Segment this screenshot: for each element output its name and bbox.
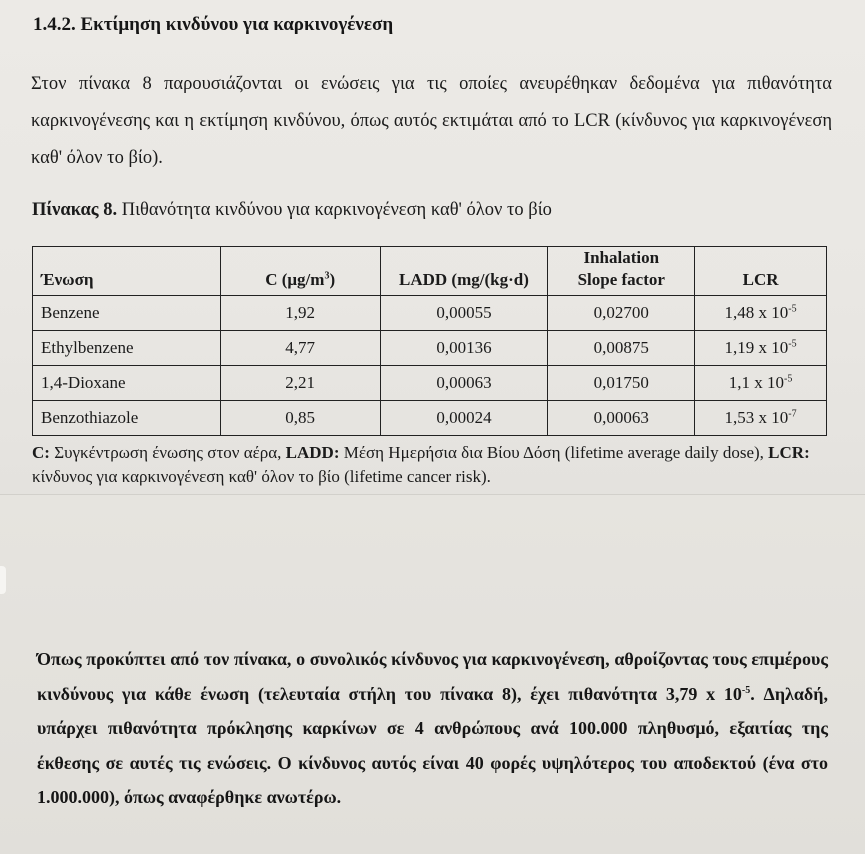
conclusion-part2: . Δηλαδή, υπάρχει πιθανότητα πρόκλησης καρκίνων σε 4 ανθρώπους ανά 100.000 πληθυσμό, εξαιτίας της έκθεσης σε αυτές τις ενώσεις. Ο κίνδυνος αυτός είναι 40 φορές υψηλότερος του αποδεκτού (ένα στο 1.000.000), όπως αναφέρθηκε ανωτέρω.	[37, 683, 828, 807]
cell-ladd: 0,00063	[380, 366, 548, 401]
table-row	[33, 401, 827, 436]
intro-paragraph: Στον πίνακα 8 παρουσιάζονται οι ενώσεις για τις οποίες ανευρέθηκαν δεδομένα για πιθανότητα καρκινογένεσης και η εκτίμηση κινδύνου, όπως αυτός εκτιμάται από το LCR (κίνδυνος για καρκινογένεση καθ' όλον το βίο).	[31, 74, 832, 168]
cell-lcr-base: 1,53 x 10	[724, 408, 789, 427]
conclusion-part1: Όπως προκύπτει από τον πίνακα, ο συνολικός κίνδυνος για καρκινογένεση, αθροίζοντας τους επιμέρους κινδύνους για κάθε ένωση (τελευταία στήλη του πίνακα 8), έχει πιθανότητα 3,79 x 10	[37, 649, 828, 704]
cell-slope: 0,01750	[548, 366, 695, 401]
note-c-label: C:	[32, 443, 50, 462]
cell-lcr	[695, 366, 827, 401]
cell-ladd: 0,00024	[380, 401, 548, 436]
section-heading: 1.4.2. Εκτίμηση κινδύνου για καρκινογένεση	[33, 14, 394, 35]
note-c-text: Συγκέντρωση ένωσης στον αέρα,	[49, 443, 286, 462]
cell-ladd: 0,00055	[380, 296, 548, 331]
table-caption-label: Πίνακας 8.	[32, 200, 118, 220]
cell-ladd: 0,00136	[380, 331, 548, 366]
header-lcr: LCR	[695, 247, 827, 296]
cell-slope: 0,02700	[548, 296, 695, 331]
cell-lcr-base: 1,48 x 10	[724, 303, 789, 322]
cell-lcr-base: 1,19 x 10	[724, 338, 789, 357]
table-row	[33, 296, 827, 331]
table-row	[33, 331, 827, 366]
page-edge-mark	[0, 566, 6, 594]
table-caption	[32, 200, 552, 221]
cell-lcr	[695, 296, 827, 331]
header-concentration-end: )	[329, 270, 336, 289]
header-compound: Ένωση	[33, 247, 221, 296]
cell-compound: 1,4-Dioxane	[33, 366, 221, 401]
conclusion-paragraph	[37, 642, 828, 815]
cell-concentration: 1,92	[220, 296, 380, 331]
table-note	[32, 441, 827, 489]
cell-concentration: 0,85	[220, 401, 380, 436]
cell-lcr-exp: -5	[788, 303, 797, 315]
cell-slope: 0,00063	[548, 401, 695, 436]
cell-lcr-exp: -5	[788, 338, 797, 350]
cell-compound: Benzene	[33, 296, 221, 331]
header-concentration-text: C (μg/m	[265, 270, 325, 289]
cell-concentration: 4,77	[220, 331, 380, 366]
header-concentration-exp: 3	[324, 270, 330, 282]
cell-lcr-base: 1,1 x 10	[728, 373, 785, 392]
note-ladd-text: Μέση Ημερήσια δια Βίου Δόση (lifetime average daily dose),	[339, 443, 769, 462]
table-caption-text: Πιθανότητα κινδύνου για καρκινογένεση καθ' όλον το βίο	[117, 200, 552, 220]
header-slope-line1: Inhalation	[583, 248, 660, 267]
cell-concentration: 2,21	[220, 366, 380, 401]
header-slope-line2: Slope factor	[577, 270, 665, 289]
cell-lcr-exp: -7	[788, 408, 797, 420]
conclusion-exp: -5	[741, 684, 751, 696]
note-lcr-label: LCR:	[768, 443, 810, 462]
cell-lcr	[695, 401, 827, 436]
risk-table	[32, 246, 827, 436]
cell-lcr-exp: -5	[784, 373, 793, 385]
cell-compound: Ethylbenzene	[33, 331, 221, 366]
header-ladd: LADD (mg/(kg·d)	[380, 247, 548, 296]
cell-slope: 0,00875	[548, 331, 695, 366]
header-slope-factor	[548, 247, 695, 296]
cell-lcr	[695, 331, 827, 366]
cell-compound: Benzothiazole	[33, 401, 221, 436]
note-lcr-text: κίνδυνος για καρκινογένεση καθ' όλον το βίο (lifetime cancer risk).	[32, 467, 491, 486]
table-header-row	[33, 247, 827, 296]
table-row	[33, 366, 827, 401]
page-bottom	[0, 494, 865, 854]
note-ladd-label: LADD:	[285, 443, 340, 462]
header-concentration	[220, 247, 380, 296]
